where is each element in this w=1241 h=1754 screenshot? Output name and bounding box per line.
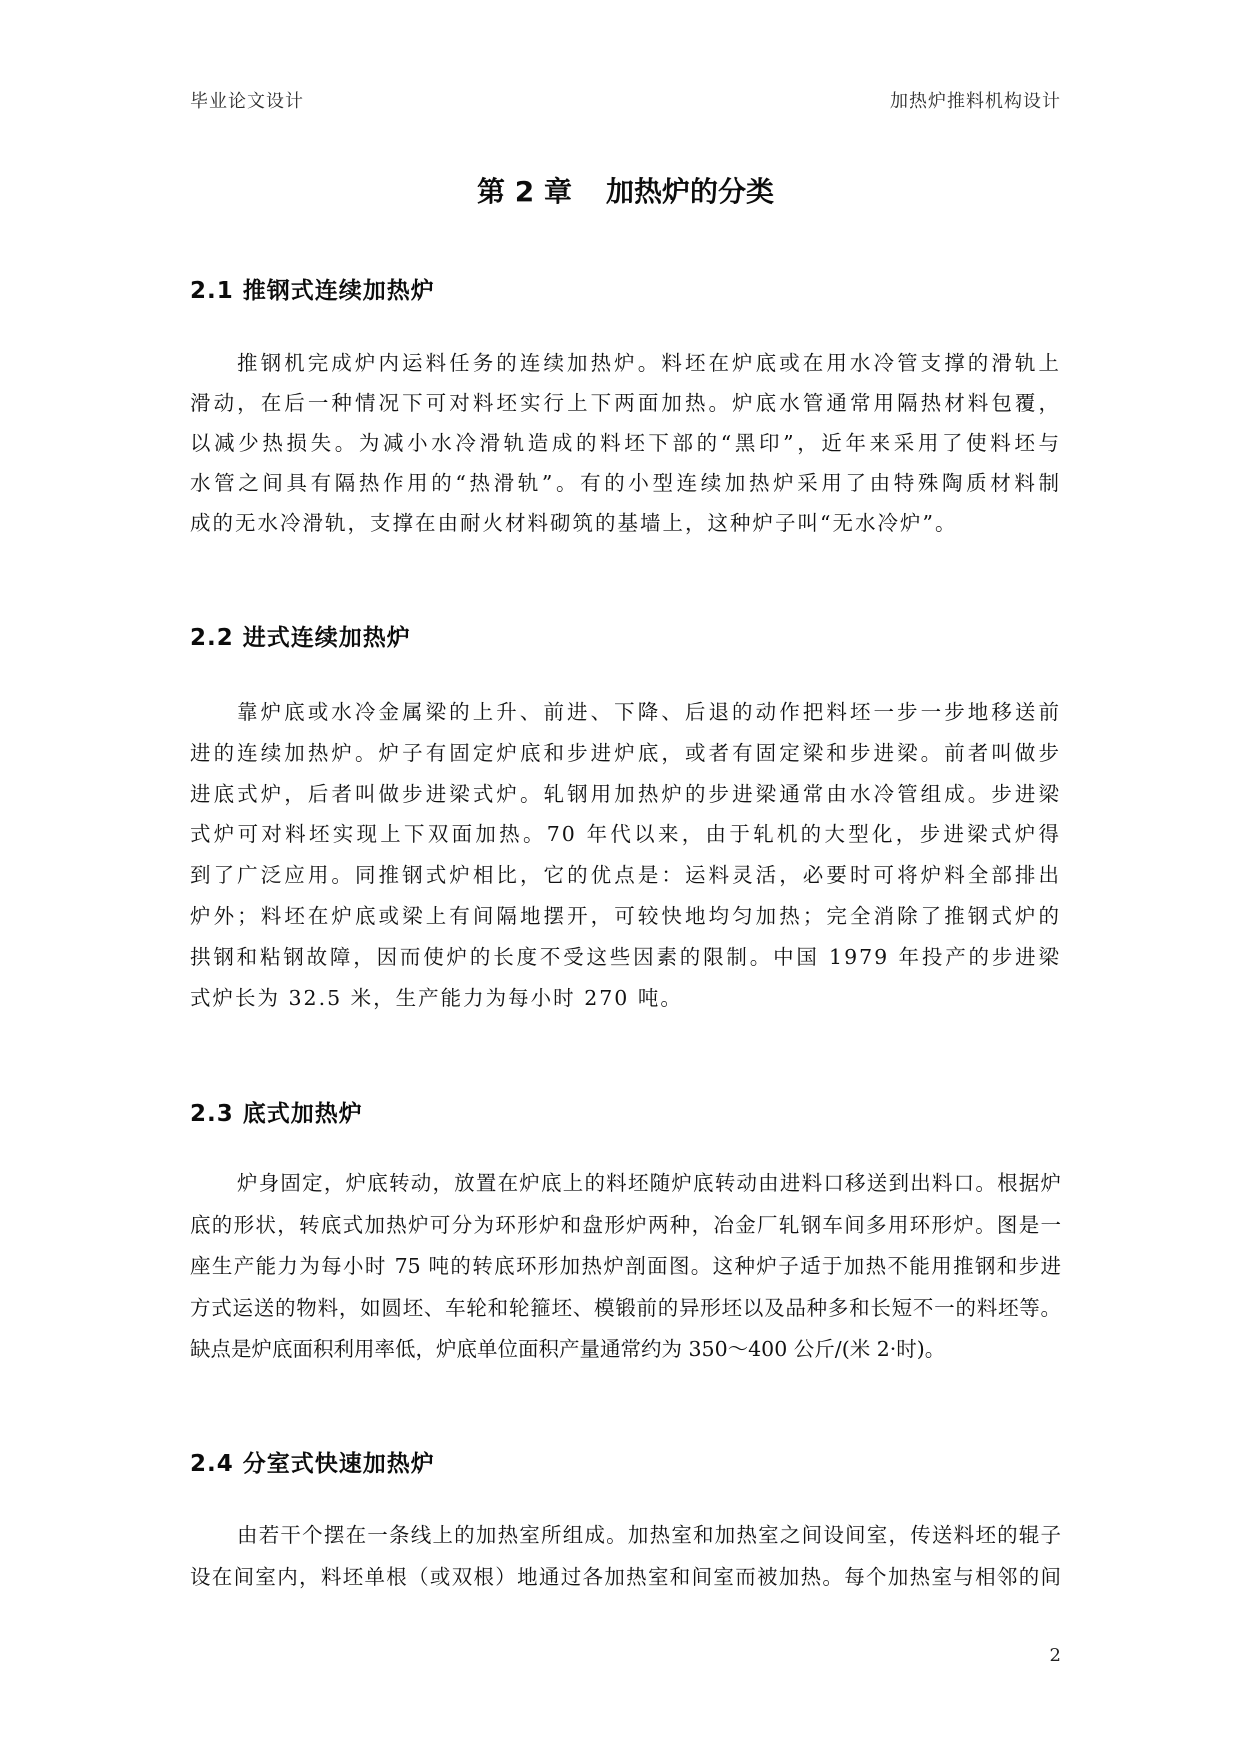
section-heading: 2.4 分室式快速加热炉 [190,1451,435,1477]
header-right-text: 加热炉推料机构设计 [890,91,1061,112]
paragraph-line: 炉外；料坯在炉底或梁上有间隔地摆开，可较快地均匀加热；完全消除了推钢式炉的 [190,903,1061,928]
chapter-number: 第 2 章 [477,175,572,208]
paragraph-line: 式炉长为 32.5 米，生产能力为每小时 270 吨。 [190,985,683,1010]
section-heading: 2.1 推钢式连续加热炉 [190,278,435,304]
paragraph-line: 式炉可对料坯实现上下双面加热。70 年代以来，由于轧机的大型化，步进梁式炉得 [190,822,1061,847]
page-number: 2 [1049,1645,1061,1666]
page-header [190,90,1061,114]
paragraph-line: 以减少热损失。为减小水冷滑轨造成的料坯下部的“黑印”，近年来采用了使料坯与 [190,431,1061,455]
paragraph-line: 底的形状，转底式加热炉可分为环形炉和盘形炉两种，冶金厂轧钢车间多用环形炉。图是一 [190,1212,1061,1237]
paragraph-line: 拱钢和粘钢故障，因而使炉的长度不受这些因素的限制。中国 1979 年投产的步进梁 [190,944,1061,969]
section-paragraph [190,692,1061,1018]
paragraph-line: 方式运送的物料，如圆坯、车轮和轮箍坯、模锻前的异形坯以及品种多和长短不一的料坯等。 [190,1295,1061,1320]
paragraph-line: 到了广泛应用。同推钢式炉相比，它的优点是：运料灵活，必要时可将炉料全部排出 [190,863,1061,888]
paragraph-line: 滑动，在后一种情况下可对料坯实行上下两面加热。炉底水管通常用隔热材料包覆， [190,391,1061,415]
paragraph-line: 推钢机完成炉内运料任务的连续加热炉。料坯在炉底或在用水冷管支撑的滑轨上 [237,351,1061,375]
paragraph-line: 靠炉底或水冷金属梁的上升、前进、下降、后退的动作把料坯一步一步地移送前 [237,700,1061,724]
paragraph-line: 座生产能力为每小时 75 吨的转底环形加热炉剖面图。这种炉子适于加热不能用推钢和步进 [190,1254,1061,1278]
chapter-title [190,174,1061,210]
chapter-name: 加热炉的分类 [605,175,774,208]
header-left-text: 毕业论文设计 [190,91,304,112]
paragraph-line: 设在间室内，料坯单根（或双根）地通过各加热室和间室而被加热。每个加热室与相邻的间 [190,1565,1061,1589]
paragraph-line: 缺点是炉底面积利用率低，炉底单位面积产量通常约为 350～400 公斤/(米 2·时)。 [190,1337,946,1361]
section-heading: 2.2 进式连续加热炉 [190,625,411,651]
paragraph-line: 进的连续加热炉。炉子有固定炉底和步进炉底，或者有固定梁和步进梁。前者叫做步 [190,740,1061,765]
paragraph-line: 炉身固定，炉底转动，放置在炉底上的料坯随炉底转动由进料口移送到出料口。根据炉 [237,1171,1061,1195]
paragraph-line: 进底式炉，后者叫做步进梁式炉。轧钢用加热炉的步进梁通常由水冷管组成。步进梁 [190,781,1061,806]
paragraph-line: 成的无水冷滑轨，支撑在由耐火材料砌筑的基墙上，这种炉子叫“无水冷炉”。 [190,511,958,535]
section-paragraph [190,343,1061,543]
section-paragraph [190,1514,1061,1598]
paragraph-line: 水管之间具有隔热作用的“热滑轨”。有的小型连续加热炉采用了由特殊陶质材料制 [190,471,1061,495]
section-heading: 2.3 底式加热炉 [190,1101,363,1127]
paragraph-line: 由若干个摆在一条线上的加热室所组成。加热室和加热室之间设间室，传送料坯的辊子 [237,1523,1061,1547]
section-paragraph [190,1163,1061,1371]
